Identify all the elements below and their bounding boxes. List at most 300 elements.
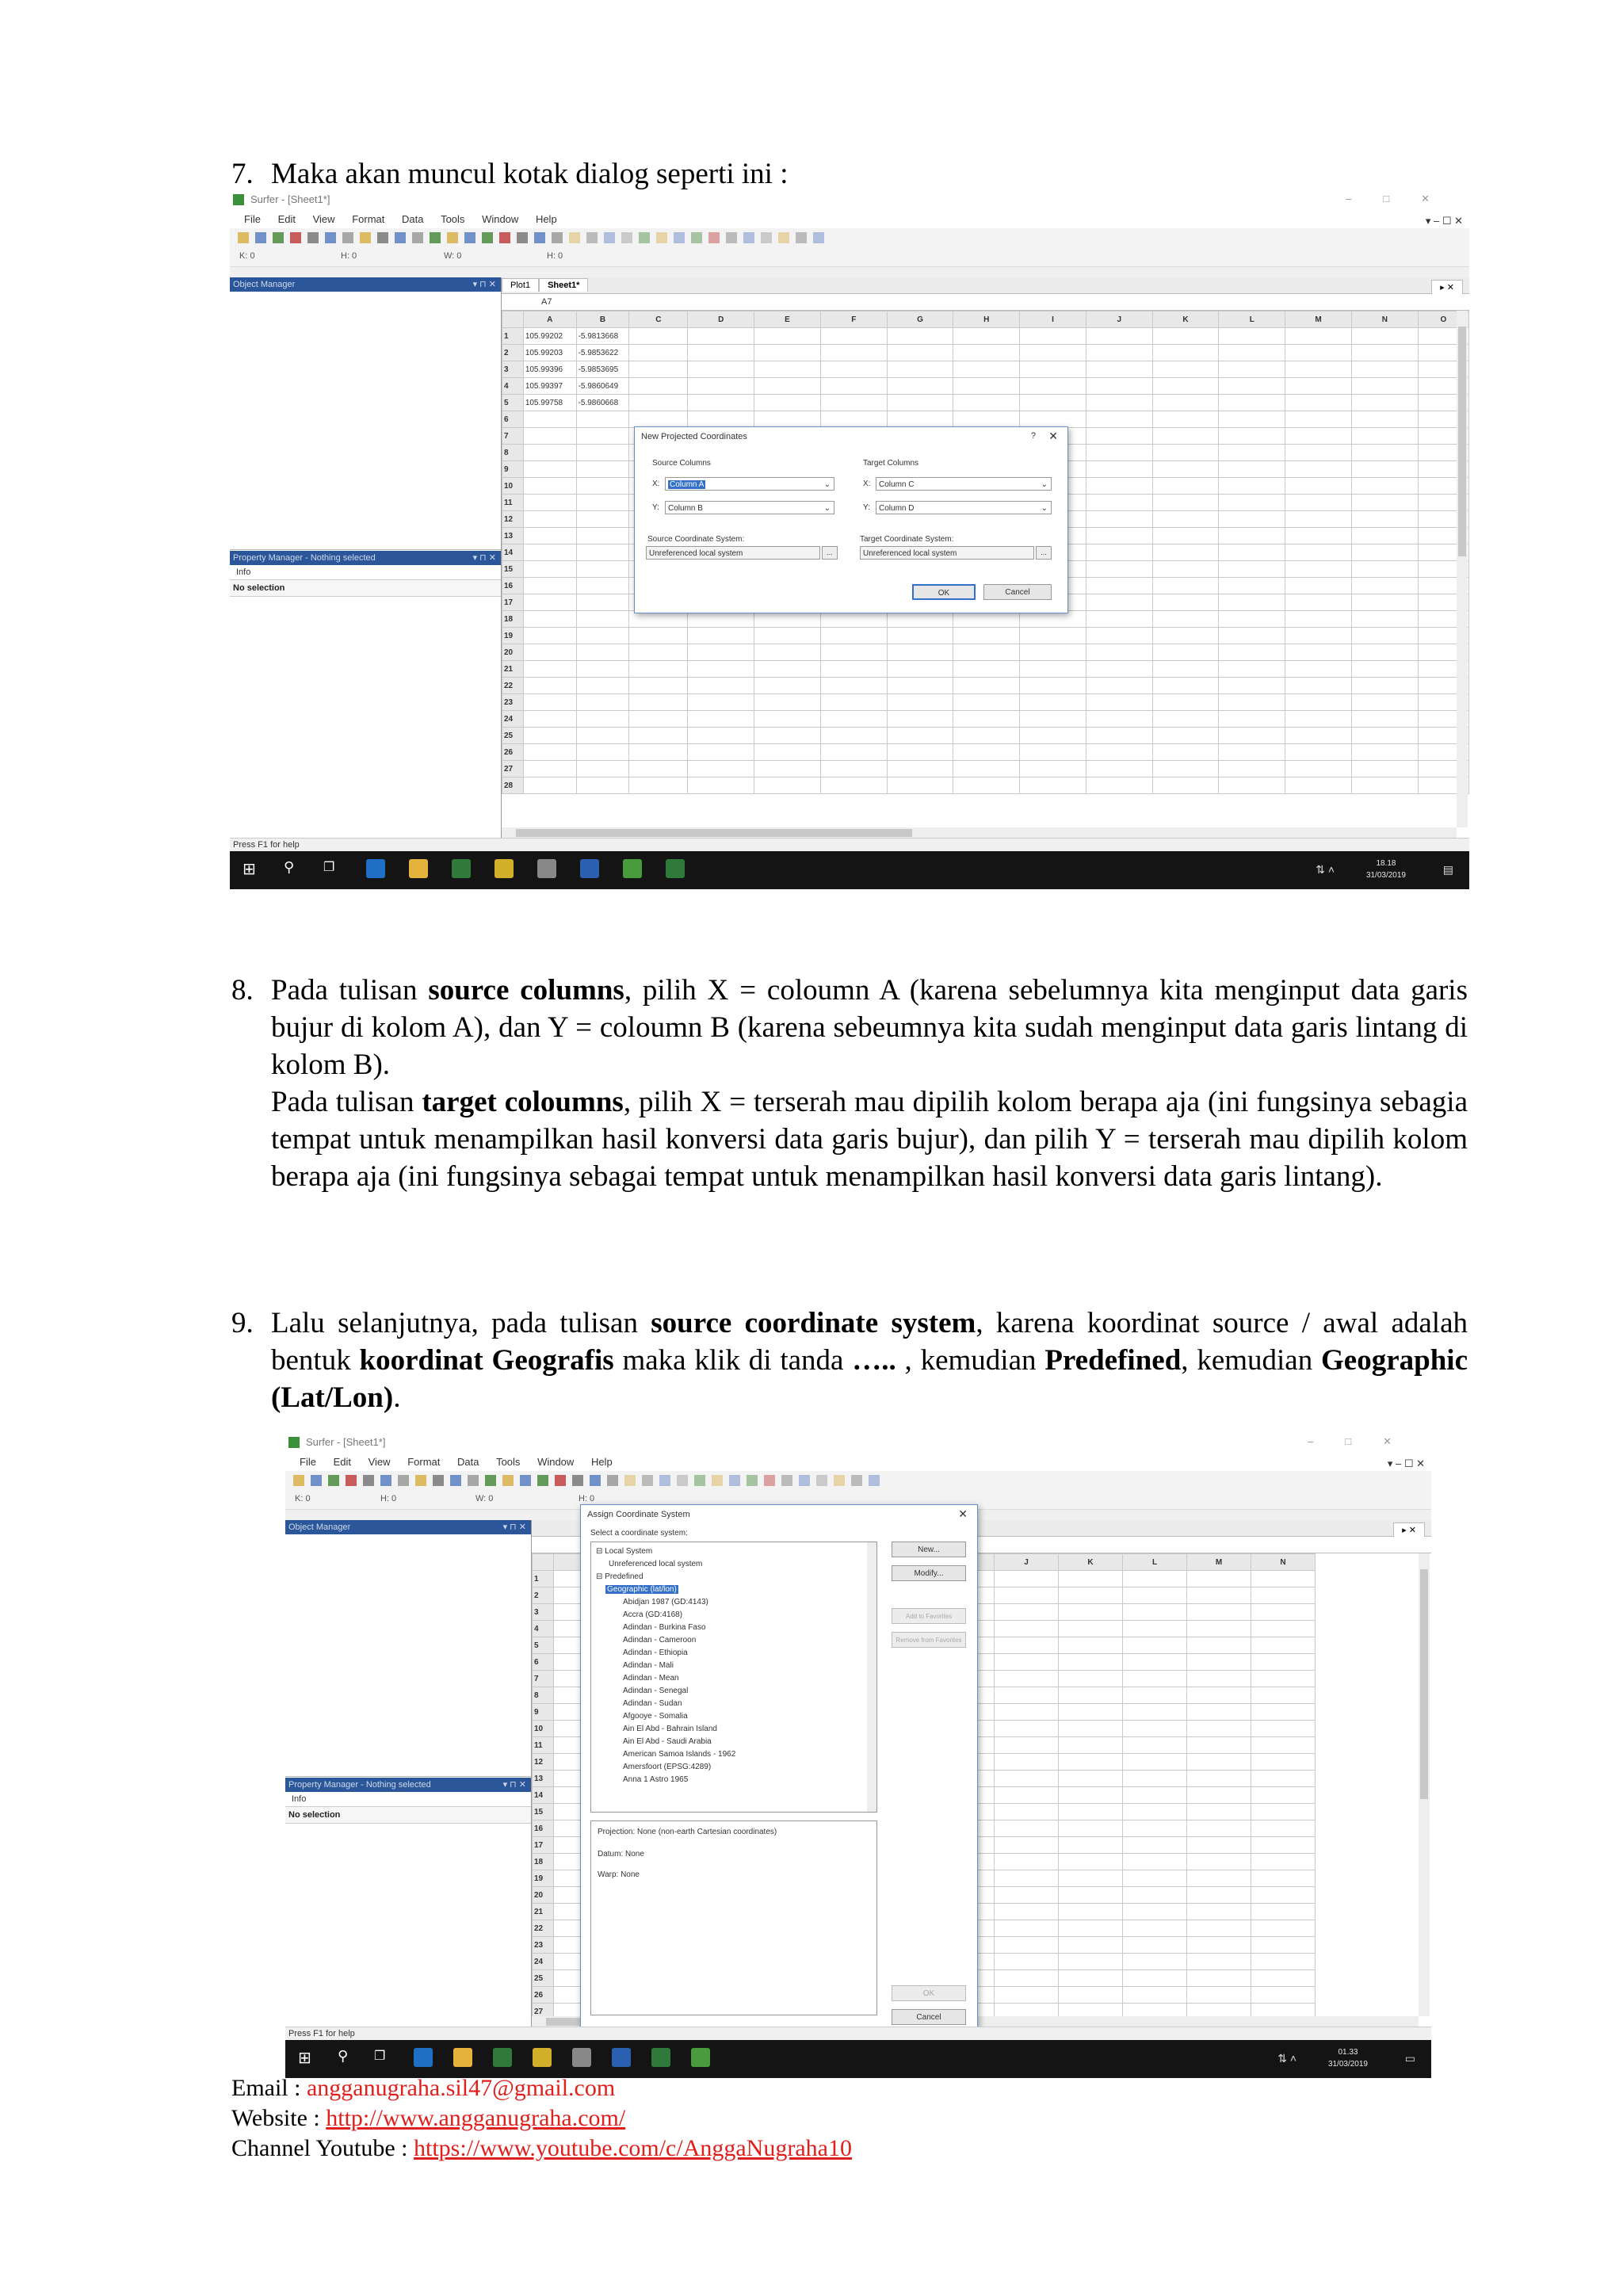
info-tab[interactable]: Info — [285, 1792, 531, 1807]
cell[interactable] — [523, 661, 576, 678]
cell[interactable] — [1152, 728, 1219, 744]
toolbar-icon[interactable] — [325, 232, 336, 243]
cell[interactable] — [1086, 611, 1152, 628]
cell[interactable] — [1219, 744, 1285, 761]
toolbar-icon[interactable] — [604, 232, 615, 243]
tree-item[interactable]: Adindan - Sudan — [623, 1699, 682, 1708]
cell[interactable] — [1152, 761, 1219, 777]
word-icon[interactable] — [580, 859, 599, 878]
row-header[interactable]: 15 — [502, 561, 524, 578]
cell[interactable] — [1285, 528, 1352, 544]
cell[interactable] — [1152, 445, 1219, 461]
cell[interactable] — [523, 611, 576, 628]
field-h[interactable]: H: 0 — [579, 1494, 595, 1503]
cell[interactable] — [1059, 1687, 1123, 1704]
cell[interactable] — [995, 1754, 1059, 1771]
toolbar-icon[interactable] — [517, 232, 528, 243]
cell[interactable] — [1285, 395, 1352, 411]
cell[interactable] — [953, 378, 1020, 395]
cell[interactable] — [1219, 711, 1285, 728]
row-header[interactable]: 21 — [533, 1904, 554, 1920]
cell[interactable] — [1285, 345, 1352, 361]
website-link[interactable]: http://www.angganugraha.com/ — [326, 2105, 626, 2131]
cell[interactable] — [1086, 361, 1152, 378]
cell[interactable] — [1020, 628, 1086, 644]
cell[interactable] — [629, 411, 688, 428]
menu-window[interactable]: Window — [537, 1456, 575, 1468]
cell[interactable] — [995, 1804, 1059, 1820]
new-button[interactable]: New... — [892, 1541, 966, 1557]
cell[interactable] — [1251, 1687, 1316, 1704]
cell[interactable] — [1187, 1721, 1251, 1737]
cell[interactable] — [1351, 744, 1418, 761]
cell[interactable] — [887, 694, 953, 711]
cell[interactable] — [1285, 694, 1352, 711]
cell[interactable] — [1020, 777, 1086, 794]
cell[interactable] — [1123, 1604, 1187, 1621]
cell[interactable] — [1187, 1704, 1251, 1721]
cell[interactable] — [1187, 1787, 1251, 1804]
cell[interactable] — [1059, 1954, 1123, 1970]
cell[interactable] — [629, 744, 688, 761]
cell[interactable] — [1351, 411, 1418, 428]
cell[interactable] — [1351, 711, 1418, 728]
toolbar-icon[interactable] — [572, 1475, 583, 1486]
cell[interactable] — [1251, 1837, 1316, 1854]
cell[interactable] — [887, 711, 953, 728]
cell[interactable] — [1152, 694, 1219, 711]
cell[interactable] — [1187, 1987, 1251, 2004]
cell[interactable] — [1351, 761, 1418, 777]
cell[interactable] — [754, 678, 821, 694]
toolbar-icon[interactable] — [464, 232, 475, 243]
toolbar-icon[interactable] — [311, 1475, 322, 1486]
cell[interactable] — [887, 378, 953, 395]
cell[interactable] — [1020, 761, 1086, 777]
cell[interactable] — [1351, 361, 1418, 378]
cell[interactable] — [1285, 478, 1352, 495]
toolbar-icon[interactable] — [450, 1475, 461, 1486]
cell[interactable] — [1059, 1870, 1123, 1887]
cell[interactable] — [820, 378, 887, 395]
cell[interactable] — [1020, 345, 1086, 361]
toolbar-icon[interactable] — [747, 1475, 758, 1486]
cell[interactable] — [953, 345, 1020, 361]
menu-view[interactable]: View — [368, 1456, 391, 1468]
column-header[interactable]: L — [1219, 311, 1285, 328]
tree-item[interactable]: Geographic (lat/lon) — [607, 1585, 677, 1594]
cell[interactable] — [523, 744, 576, 761]
cell[interactable] — [1251, 1587, 1316, 1604]
toolbar-icon[interactable] — [485, 1475, 496, 1486]
cell[interactable] — [1123, 1587, 1187, 1604]
cell[interactable] — [1351, 561, 1418, 578]
row-header[interactable]: 2 — [533, 1587, 554, 1604]
cell[interactable] — [953, 395, 1020, 411]
toolbar-icon[interactable] — [659, 1475, 670, 1486]
excel-icon-2[interactable] — [651, 2048, 670, 2067]
cell[interactable] — [995, 1604, 1059, 1621]
cell[interactable] — [1059, 1804, 1123, 1820]
cell[interactable] — [1123, 1854, 1187, 1870]
toolbar-icon[interactable] — [552, 232, 563, 243]
cell[interactable] — [995, 1654, 1059, 1671]
cell[interactable] — [1123, 1987, 1187, 2004]
cell[interactable] — [820, 761, 887, 777]
toolbar-icon[interactable] — [569, 232, 580, 243]
camera-icon[interactable] — [537, 859, 556, 878]
row-header[interactable]: 6 — [502, 411, 524, 428]
row-header[interactable]: 22 — [502, 678, 524, 694]
search-icon[interactable]: ⚲ — [338, 2048, 349, 2064]
toolbar-icon[interactable] — [816, 1475, 827, 1486]
row-header[interactable]: 27 — [533, 2004, 554, 2020]
window-controls[interactable]: –□✕ — [1346, 193, 1461, 204]
vertical-scrollbar[interactable] — [1419, 1553, 1430, 2016]
tree-item[interactable]: ⊟ Predefined — [596, 1572, 643, 1581]
cell[interactable] — [1219, 611, 1285, 628]
cell[interactable] — [523, 628, 576, 644]
cell[interactable] — [1086, 544, 1152, 561]
cell[interactable] — [1152, 594, 1219, 611]
cell[interactable] — [1059, 1704, 1123, 1721]
cell[interactable] — [688, 728, 754, 744]
surfer-taskbar-icon[interactable] — [623, 859, 642, 878]
cell[interactable] — [629, 345, 688, 361]
cell[interactable] — [1285, 611, 1352, 628]
cell[interactable] — [629, 694, 688, 711]
cell[interactable] — [1187, 1820, 1251, 1837]
remove-from-favorites-button[interactable]: Remove from Favorites — [892, 1632, 966, 1648]
field-x[interactable]: K: 0 — [295, 1494, 311, 1503]
cell[interactable] — [1251, 1704, 1316, 1721]
cell[interactable] — [523, 711, 576, 728]
cell[interactable]: 105.99203 — [523, 345, 576, 361]
cell[interactable] — [1187, 1587, 1251, 1604]
cell[interactable] — [1152, 345, 1219, 361]
cell[interactable] — [1351, 528, 1418, 544]
tree-item[interactable]: Adindan - Cameroon — [623, 1636, 697, 1645]
cell[interactable] — [1251, 1571, 1316, 1587]
cell[interactable] — [887, 361, 953, 378]
cell[interactable] — [1059, 1820, 1123, 1837]
cell[interactable] — [1351, 428, 1418, 445]
cell[interactable] — [1059, 1771, 1123, 1787]
cell[interactable] — [523, 694, 576, 711]
cell[interactable] — [1351, 594, 1418, 611]
toolbar-icon[interactable] — [398, 1475, 409, 1486]
cell[interactable] — [995, 1920, 1059, 1937]
cell[interactable] — [576, 561, 629, 578]
cell[interactable] — [1086, 345, 1152, 361]
row-header[interactable]: 4 — [502, 378, 524, 395]
target-x-select[interactable]: Column C ⌄ — [876, 477, 1052, 491]
mdi-controls[interactable]: ▾ – ☐ ✕ — [1387, 1457, 1425, 1469]
cell[interactable] — [953, 761, 1020, 777]
toolbar-icon[interactable] — [415, 1475, 426, 1486]
cell[interactable] — [995, 1970, 1059, 1987]
toolbar-icon[interactable] — [520, 1475, 531, 1486]
cell[interactable] — [953, 411, 1020, 428]
cell[interactable] — [1123, 1887, 1187, 1904]
cell[interactable] — [1123, 1804, 1187, 1820]
column-header[interactable]: A — [523, 311, 576, 328]
cell[interactable] — [820, 644, 887, 661]
cell[interactable] — [1187, 1654, 1251, 1671]
toolbar-icon[interactable] — [708, 232, 720, 243]
toolbar-icon[interactable] — [342, 232, 353, 243]
cell[interactable] — [1219, 561, 1285, 578]
tree-item[interactable]: Adindan - Ethiopia — [623, 1648, 688, 1657]
cell[interactable] — [953, 711, 1020, 728]
cell[interactable] — [1285, 378, 1352, 395]
cell[interactable] — [953, 728, 1020, 744]
cell[interactable] — [576, 445, 629, 461]
cell[interactable] — [1219, 594, 1285, 611]
row-header[interactable]: 23 — [533, 1937, 554, 1954]
source-y-select[interactable]: Column B ⌄ — [665, 501, 834, 514]
cell[interactable] — [688, 661, 754, 678]
cell[interactable] — [1123, 1687, 1187, 1704]
row-header[interactable]: 2 — [502, 345, 524, 361]
cell[interactable] — [523, 678, 576, 694]
field-h[interactable]: H: 0 — [547, 251, 563, 261]
cell[interactable] — [576, 777, 629, 794]
row-header[interactable]: 13 — [502, 528, 524, 544]
cell[interactable] — [1086, 661, 1152, 678]
tree-item[interactable]: Adindan - Senegal — [623, 1687, 689, 1695]
tree-item[interactable]: Unreferenced local system — [609, 1560, 703, 1568]
column-header[interactable]: C — [629, 311, 688, 328]
row-header[interactable]: 9 — [502, 461, 524, 478]
app-icon[interactable] — [495, 859, 514, 878]
cell[interactable] — [576, 644, 629, 661]
cell[interactable] — [1059, 1671, 1123, 1687]
row-header[interactable]: 3 — [533, 1604, 554, 1621]
cell[interactable] — [1219, 761, 1285, 777]
cell[interactable] — [688, 345, 754, 361]
cell[interactable] — [1086, 678, 1152, 694]
horizontal-scrollbar[interactable] — [502, 827, 1457, 839]
cell[interactable] — [1086, 594, 1152, 611]
cell[interactable] — [820, 361, 887, 378]
cell[interactable] — [1251, 1804, 1316, 1820]
cell[interactable] — [995, 1870, 1059, 1887]
cell[interactable] — [1152, 744, 1219, 761]
menu-edit[interactable]: Edit — [333, 1456, 351, 1468]
cell[interactable]: 105.99202 — [523, 328, 576, 345]
menu-view[interactable]: View — [312, 213, 335, 225]
cell[interactable] — [995, 1704, 1059, 1721]
cell[interactable] — [887, 411, 953, 428]
toolbar-icon[interactable] — [380, 1475, 391, 1486]
row-header[interactable]: 24 — [502, 711, 524, 728]
row-header[interactable]: 10 — [533, 1721, 554, 1737]
cell[interactable] — [1020, 328, 1086, 345]
cell[interactable] — [1187, 1970, 1251, 1987]
cell[interactable] — [576, 578, 629, 594]
close-tab-icon[interactable]: ▸ ✕ — [1431, 280, 1463, 294]
cell[interactable] — [1351, 478, 1418, 495]
task-view-icon[interactable]: ❐ — [374, 2050, 386, 2063]
cell[interactable] — [754, 694, 821, 711]
cell[interactable] — [1059, 1937, 1123, 1954]
surfer-taskbar-icon[interactable] — [691, 2048, 710, 2067]
cell[interactable] — [1020, 728, 1086, 744]
tree-item[interactable]: Amersfoort (EPSG:4289) — [623, 1763, 712, 1771]
cell[interactable] — [688, 678, 754, 694]
cell[interactable] — [1059, 1654, 1123, 1671]
cell[interactable] — [1152, 411, 1219, 428]
row-header[interactable]: 8 — [502, 445, 524, 461]
cell[interactable] — [953, 678, 1020, 694]
toolbar-icon[interactable] — [412, 232, 423, 243]
cell[interactable] — [688, 744, 754, 761]
cell[interactable] — [1059, 1904, 1123, 1920]
cell[interactable] — [1123, 1754, 1187, 1771]
cell[interactable] — [1086, 495, 1152, 511]
cell[interactable] — [1219, 445, 1285, 461]
cell[interactable] — [1123, 1820, 1187, 1837]
cell[interactable] — [1152, 661, 1219, 678]
ok-button[interactable]: OK — [892, 1985, 966, 2001]
cell[interactable] — [1152, 628, 1219, 644]
cell[interactable] — [1251, 1987, 1316, 2004]
toolbar-icon[interactable] — [534, 232, 545, 243]
source-cs-browse-button[interactable]: ... — [822, 546, 838, 560]
toolbar-icon[interactable] — [363, 1475, 374, 1486]
cell[interactable] — [1086, 445, 1152, 461]
cell[interactable] — [688, 694, 754, 711]
column-header[interactable]: E — [754, 311, 821, 328]
toolbar-icon[interactable] — [764, 1475, 775, 1486]
toolbar-icon[interactable] — [639, 232, 650, 243]
cell[interactable] — [1152, 395, 1219, 411]
row-header[interactable]: 10 — [502, 478, 524, 495]
row-header[interactable]: 1 — [502, 328, 524, 345]
cell[interactable] — [688, 361, 754, 378]
toolbar-icon[interactable] — [482, 232, 493, 243]
cell[interactable] — [629, 361, 688, 378]
cell[interactable] — [1123, 1637, 1187, 1654]
cell[interactable] — [1187, 1754, 1251, 1771]
tree-item[interactable]: Adindan - Mean — [623, 1674, 679, 1683]
cell[interactable] — [1187, 1854, 1251, 1870]
cell[interactable] — [1020, 378, 1086, 395]
row-header[interactable]: 12 — [533, 1754, 554, 1771]
cell[interactable] — [688, 711, 754, 728]
cell[interactable] — [523, 495, 576, 511]
toolbar-icon[interactable] — [729, 1475, 740, 1486]
youtube-link[interactable]: https://www.youtube.com/c/AnggaNugraha10 — [414, 2135, 852, 2161]
mdi-controls[interactable]: ▾ – ☐ ✕ — [1425, 215, 1463, 227]
cell[interactable] — [820, 628, 887, 644]
toolbar-icon[interactable] — [813, 232, 824, 243]
field-x[interactable]: K: 0 — [239, 251, 255, 261]
cell[interactable] — [820, 395, 887, 411]
cell[interactable] — [523, 728, 576, 744]
cell[interactable] — [688, 411, 754, 428]
cell[interactable] — [1351, 728, 1418, 744]
column-header[interactable]: K — [1059, 1554, 1123, 1571]
menu-help[interactable]: Help — [535, 213, 557, 225]
tree-item[interactable]: Accra (GD:4168) — [623, 1610, 683, 1619]
cancel-button[interactable]: Cancel — [983, 584, 1052, 600]
toolbar-icon[interactable] — [796, 232, 807, 243]
cell[interactable] — [1152, 611, 1219, 628]
cell[interactable] — [1086, 528, 1152, 544]
cell[interactable] — [1251, 1954, 1316, 1970]
cell[interactable] — [754, 744, 821, 761]
cell[interactable] — [523, 461, 576, 478]
cell[interactable] — [1123, 1704, 1187, 1721]
row-header[interactable]: 16 — [533, 1820, 554, 1837]
cell[interactable] — [576, 761, 629, 777]
cell[interactable] — [754, 628, 821, 644]
tree-item[interactable]: Ain El Abd - Bahrain Island — [623, 1725, 717, 1733]
cell[interactable] — [1251, 1937, 1316, 1954]
cell[interactable] — [995, 1621, 1059, 1637]
cell[interactable] — [1351, 511, 1418, 528]
network-icon[interactable]: ⇅ ˄ — [1277, 2052, 1296, 2065]
cell[interactable] — [1187, 1920, 1251, 1937]
cell[interactable] — [1123, 1771, 1187, 1787]
column-header[interactable]: B — [576, 311, 629, 328]
cell[interactable] — [576, 495, 629, 511]
cell[interactable] — [1152, 528, 1219, 544]
cell[interactable] — [1187, 1887, 1251, 1904]
cell[interactable] — [1152, 495, 1219, 511]
toolbar-icon[interactable] — [447, 232, 458, 243]
cell[interactable] — [1123, 1671, 1187, 1687]
cell[interactable] — [754, 361, 821, 378]
cell[interactable] — [1152, 361, 1219, 378]
column-header[interactable]: G — [887, 311, 953, 328]
row-header[interactable]: 1 — [533, 1571, 554, 1587]
cell[interactable] — [1285, 594, 1352, 611]
cell[interactable] — [754, 661, 821, 678]
cell[interactable] — [953, 694, 1020, 711]
cell[interactable] — [1086, 478, 1152, 495]
cell[interactable] — [629, 761, 688, 777]
row-header[interactable]: 3 — [502, 361, 524, 378]
cell[interactable] — [995, 1771, 1059, 1787]
tree-item[interactable]: Anna 1 Astro 1965 — [623, 1775, 689, 1784]
cell[interactable] — [1219, 678, 1285, 694]
camera-icon[interactable] — [572, 2048, 591, 2067]
toolbar-icon[interactable] — [537, 1475, 548, 1486]
cell[interactable] — [1251, 1820, 1316, 1837]
cell[interactable]: -5.9860668 — [576, 395, 629, 411]
cell[interactable] — [1351, 661, 1418, 678]
cell[interactable] — [1187, 1637, 1251, 1654]
cell[interactable] — [576, 511, 629, 528]
cell[interactable] — [887, 328, 953, 345]
cell[interactable] — [1152, 578, 1219, 594]
cell[interactable] — [1187, 1621, 1251, 1637]
email-address[interactable]: angganugraha.sil47@gmail.com — [306, 2075, 616, 2101]
cell[interactable] — [754, 345, 821, 361]
cell[interactable] — [995, 1571, 1059, 1587]
toolbar-icon[interactable] — [433, 1475, 444, 1486]
cell[interactable] — [995, 1721, 1059, 1737]
cell[interactable] — [1251, 1721, 1316, 1737]
toolbar-icon[interactable] — [677, 1475, 688, 1486]
cell[interactable] — [629, 328, 688, 345]
cell[interactable] — [1123, 1571, 1187, 1587]
row-header[interactable]: 15 — [533, 1804, 554, 1820]
column-header[interactable]: H — [953, 311, 1020, 328]
